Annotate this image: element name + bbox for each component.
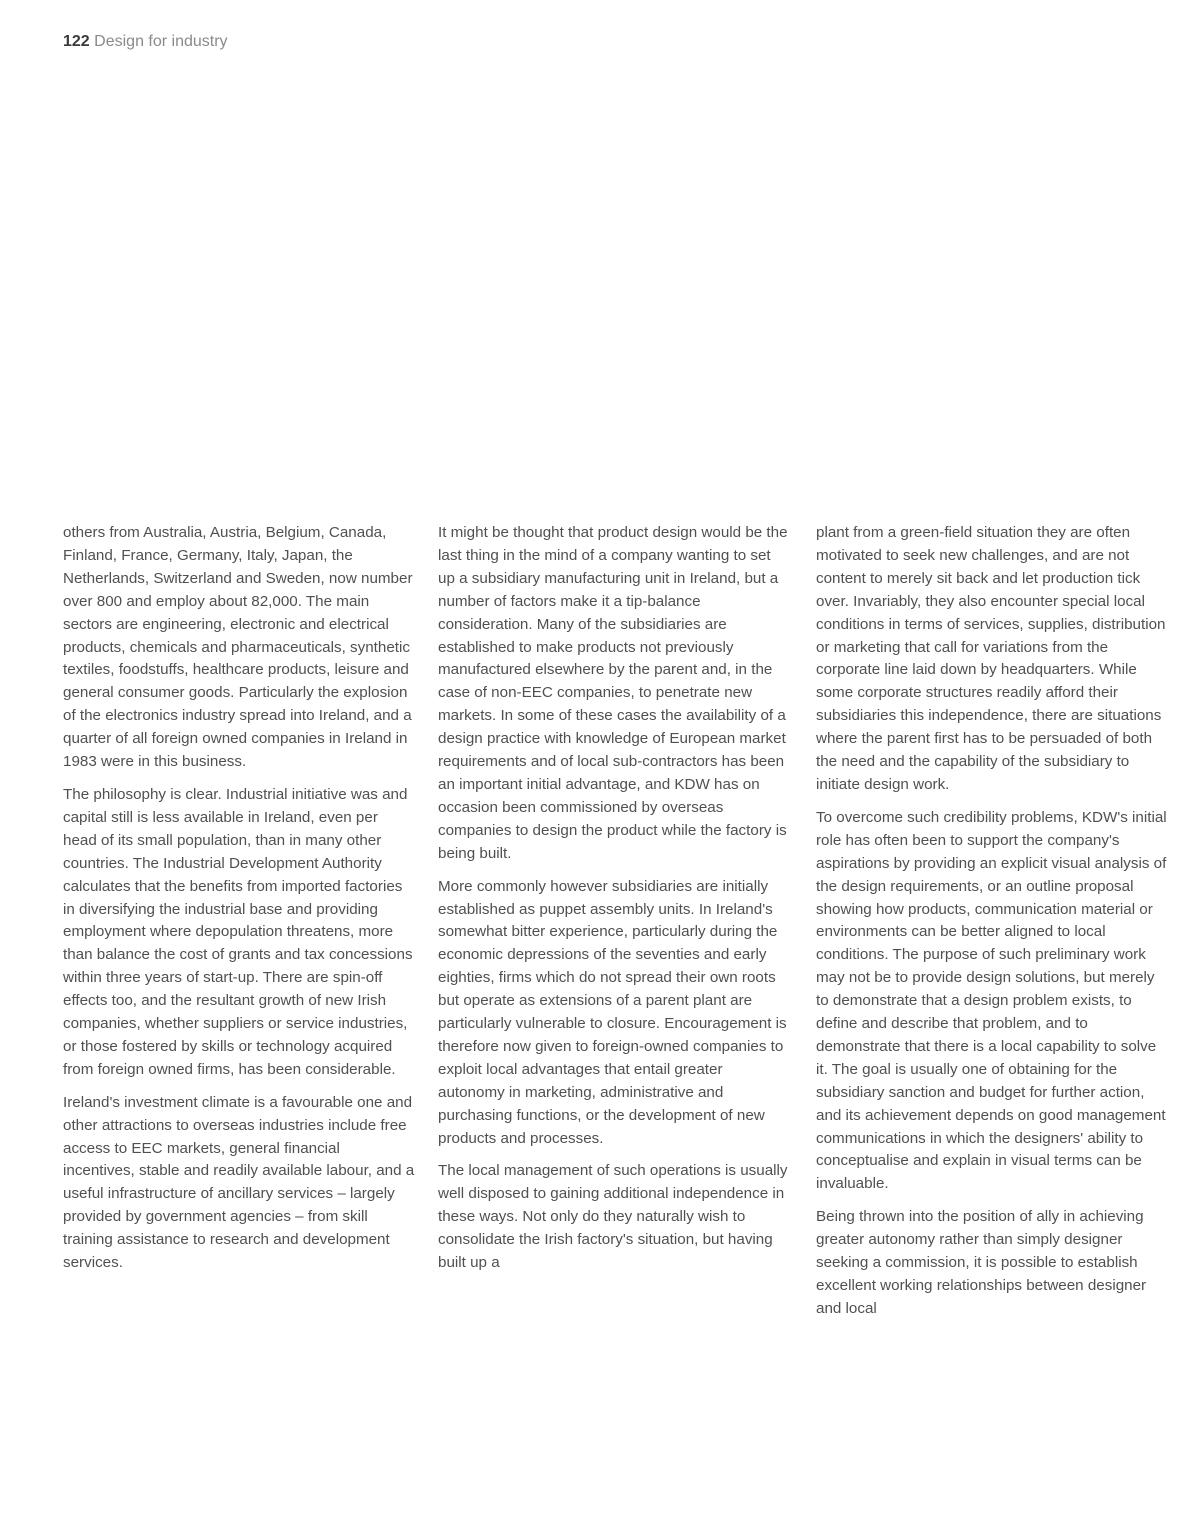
text-column-1 xyxy=(63,522,415,1285)
paragraph: More commonly however subsidiaries are initially established as puppet assembly units. In Ireland's somewhat bitter experience, particularly during the economic depressions of the seventies and early eighties, firms which do not spread their own roots but operate as extensions of a parent plant are particularly vulnerable to closure. Encouragement is therefore now given to foreign-owned companies to exploit local advantages that entail greater autonomy in marketing, administrative and purchasing functions, or the development of new products and processes. xyxy=(438,877,787,1147)
paragraph: It might be thought that product design would be the last thing in the mind of a company wanting to set up a subsidiary manufacturing unit in Ireland, but a number of factors make it a tip-balance consideration. Many of the subsidiaries are established to make products not previously manufactured elsewhere by the parent and, in the case of non-EEC companies, to penetrate new markets. In some of these cases the availability of a design practice with knowledge of European market requirements and of local sub-contractors has been an important initial advantage, and KDW has on occasion been commissioned by overseas companies to design the product while the factory is being built. xyxy=(438,524,788,862)
paragraph: plant from a green-field situation they are often motivated to seek new challenges, and are not content to merely sit back and let production tick over. Invariably, they also encounter special local conditions in terms of services, supplies, distribution or marketing that call for variations from the corporate line laid down by headquarters. While some corporate structures readily afford their subsidiaries this independence, there are situations where the parent first has to be persuaded of both the need and the capability of the subsidiary to initiate design work. xyxy=(816,524,1166,793)
paragraph: others from Australia, Austria, Belgium, Canada, Finland, France, Germany, Italy, Japan, the Netherlands, Switzerland and Sweden, now number over 800 and employ about 82,000. The main sectors are engineering, electronic and electrical products, chemicals and pharmaceuticals, synthetic textiles, foodstuffs, healthcare products, leisure and general consumer goods. Particularly the explosion of the electronics industry spread into Ireland, and a quarter of all foreign owned companies in Ireland in 1983 were in this business. xyxy=(63,524,413,771)
running-head xyxy=(63,32,228,52)
paragraph: To overcome such credibility problems, KDW's initial role has often been to support the company's aspirations by providing an explicit visual analysis of the design requirements, or an outline proposal showing how products, communication material or environments can be better aligned to local conditions. The purpose of such preliminary work may not be to provide design solutions, but merely to demonstrate that a design problem exists, to define and describe that problem, and to demonstrate that there is a local capability to solve it. The goal is usually one of obtaining for the subsidiary sanction and budget for further action, and its achievement depends on good management communications in which the designers' ability to conceptualise and explain in visual terms can be invaluable. xyxy=(816,808,1167,1193)
paragraph: Ireland's investment climate is a favourable one and other attractions to overseas industries include free access to EEC markets, general financial incentives, stable and readily available labour, and a useful infrastructure of ancillary services – largely provided by government agencies – from skill training assistance to research and development services. xyxy=(63,1093,415,1272)
text-column-3 xyxy=(816,522,1168,1331)
section-title: Design for industry xyxy=(94,33,228,50)
text-column-2 xyxy=(438,522,790,1285)
paragraph: The local management of such operations is usually well disposed to gaining additional independence in these ways. Not only do they naturally wish to consolidate the Irish factory's situation, but having built up a xyxy=(438,1162,788,1272)
paragraph: Being thrown into the position of ally in achieving greater autonomy rather than simply designer seeking a commission, it is possible to establish excellent working relationships between designer and local xyxy=(816,1208,1147,1317)
paragraph: The philosophy is clear. Industrial initiative was and capital still is less available in Ireland, even per head of its small population, than in many other countries. The Industrial Development Authority calculates that the benefits from imported factories in diversifying the industrial base and providing employment where depopulation threatens, more than balance the cost of grants and tax concessions within three years of start-up. There are spin-off effects too, and the resultant growth of new Irish companies, whether suppliers or service industries, or those fostered by skills or technology acquired from foreign owned firms, has been considerable. xyxy=(63,785,413,1078)
page-number: 122 xyxy=(63,33,90,50)
